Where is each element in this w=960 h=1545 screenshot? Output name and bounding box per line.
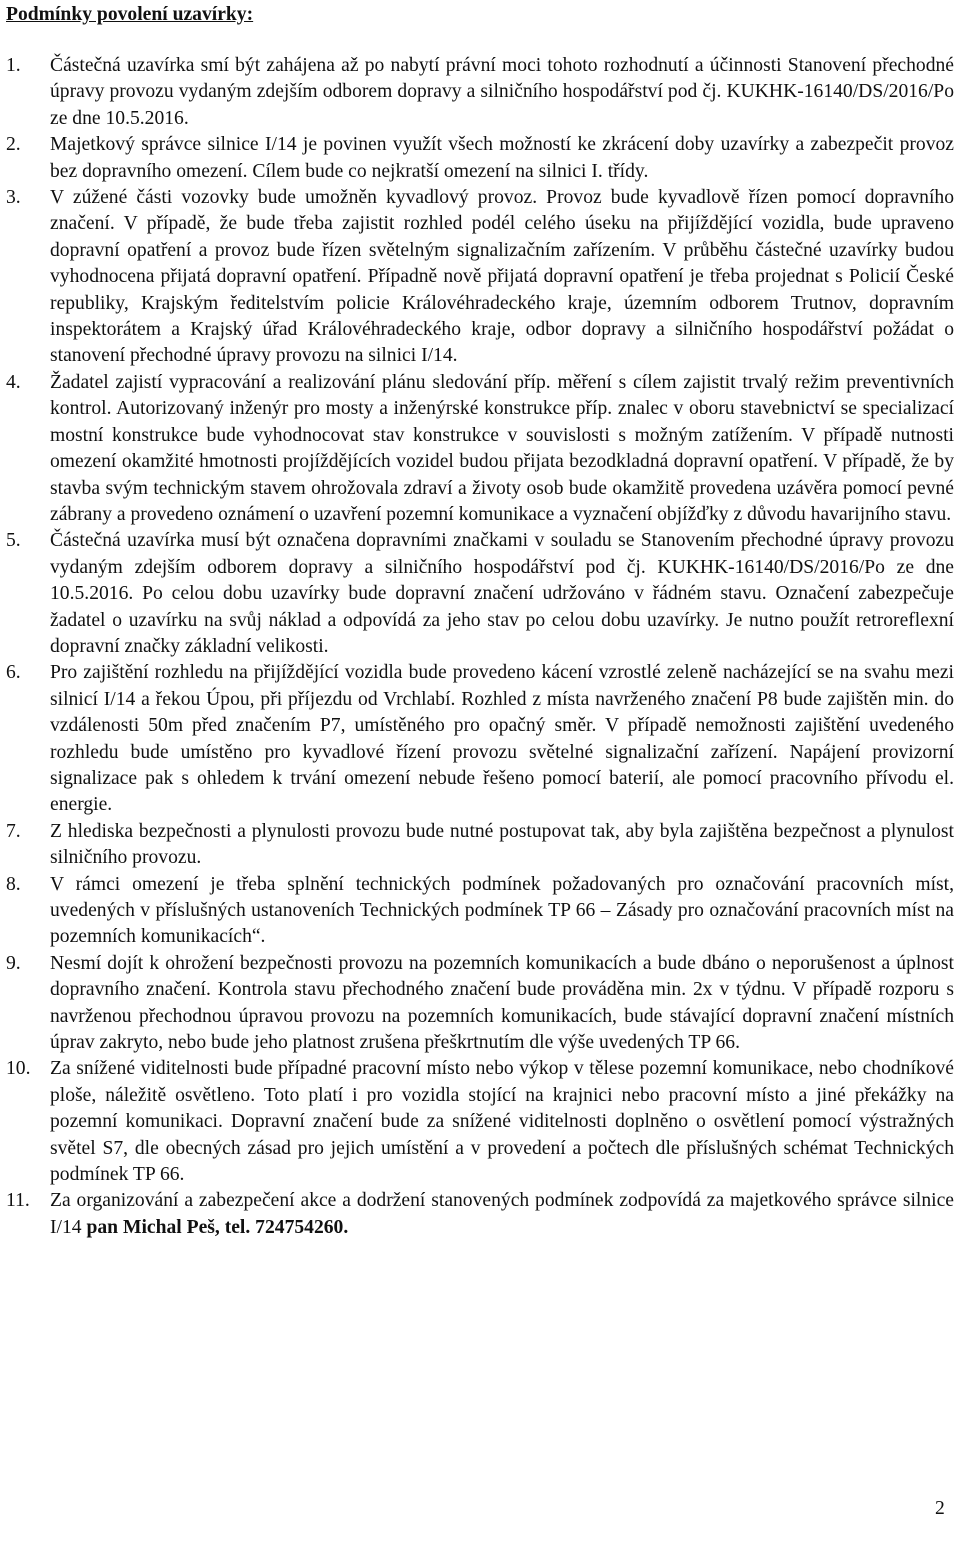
condition-number: 3.	[6, 187, 21, 209]
condition-text: Majetkový správce silnice I/14 je povinen využít všech možností ke zkrácení doby uzavírky a zabezpečit provoz bez dopravního omezení. Cílem bude co nejkratší omezení na silnici I. třídy.	[50, 134, 954, 182]
section-heading: Podmínky povolení uzavírky:	[6, 4, 254, 25]
condition-number: 1.	[6, 55, 21, 76]
condition-number: 5.	[6, 530, 21, 552]
condition-item-10	[6, 1056, 954, 1188]
condition-text: V zúžené části vozovky bude umožněn kyvadlový provoz. Provoz bude kyvadlově řízen pomocí dopravního značení. V případě, že bude třeba zajistit rozhled podél celého úseku na přijíždějící vozidla, bude upraveno dopravní opatření a provoz bude řízen světelným signalizačním zařízením. V průběhu částečné uzavírky budou vyhodnocena přijatá dopravní opatření. Případně nově přijatá dopravní opatření je třeba projednat s Policií České republiky, Krajským ředitelstvím policie Královéhradeckého kraje, územním odborem Trutnov, dopravním inspektorátem a Krajský úřad Královéhradeckého kraje, odbor dopravy a silničního hospodářství požádat o stanovení přechodné úpravy provozu na silnici I/14.	[50, 187, 954, 367]
condition-text: Částečná uzavírka musí být označena dopravními značkami v souladu se Stanovením přechodné úpravy provozu vydaným zdejším odborem dopravy a silničního hospodářství pod čj. KUKHK-16140/DS/2016/Po ze dne 10.5.2016. Po celou dobu uzavírky bude dopravní značení udržováno v řádném stavu. Označení zabezpečuje žadatel o uzavírku na svůj náklad a odpovídá za jeho stav po celou dobu uzavírky. Je nutno použít retroreflexní dopravní značky základní velikosti.	[50, 530, 954, 657]
condition-number: 11.	[6, 1190, 30, 1212]
document-page	[6, 0, 954, 1241]
condition-number: 8.	[6, 873, 21, 895]
condition-text: Za snížené viditelnosti bude případné pracovní místo nebo výkop v tělese pozemní komunikace, nebo chodníkové ploše, náležitě osvětleno. Toto platí i pro vozidla stojící na krajnici nebo pracovní místo a jiné překážky na pozemní komunikaci. Dopravní značení bude za snížené viditelnosti doplněno o osvětlení pomocí výstražných světel S7, dle obecných zásad pro jejich umístění a v provedení a počtech dle příslušných schémat Technických podmínek TP 66.	[50, 1058, 954, 1186]
condition-text-plain: Za organizování a zabezpečení akce a dodržení stanovených podmínek zodpovídá za majetkového správce silnice I/14	[50, 1190, 954, 1238]
condition-text: V rámci omezení je třeba splnění technických podmínek požadovaných pro označování pracovních míst, uvedených v příslušných ustanoveních Technických podmínek TP 66 – Zásady pro označování pracovních míst na pozemních komunikacích“.	[50, 873, 954, 948]
condition-item-6	[6, 660, 954, 818]
condition-text: Částečná uzavírka smí být zahájena až po nabytí právní moci tohoto rozhodnutí a účinnosti Stanovení přechodné úpravy provozu vydaným zdejším odborem dopravy a silničního hospodářství pod čj. KUKHK-16140/DS/2016/Po ze dne 10.5.2016.	[50, 55, 954, 129]
condition-item-8	[6, 872, 954, 951]
condition-number: 2.	[6, 134, 21, 156]
condition-text: Nesmí dojít k ohrožení bezpečnosti provozu na pozemních komunikacích a bude dbáno o neporušenost a úplnost dopravního značení. Kontrola stavu přechodného značení bude prováděna min. 2x v týdnu. V případě rozporu s navrženou přechodnou úpravou provozu na pozemních komunikacích, bude stávající dopravní značení místních úprav zakryto, nebo bude jeho platnost zrušena přeškrtnutím dle výše uvedených TP 66.	[50, 952, 954, 1054]
condition-item-4	[6, 370, 954, 528]
conditions-list	[6, 53, 954, 1241]
condition-number: 9.	[6, 952, 21, 974]
condition-item-2	[6, 132, 954, 185]
page-number: 2	[935, 1498, 945, 1519]
condition-number: 10.	[6, 1058, 31, 1080]
condition-text: Žadatel zajistí vypracování a realizování plánu sledování příp. měření s cílem zajistit trvalý režim preventivních kontrol. Autorizovaný inženýr pro mosty a inženýrské konstrukce příp. znalec v oboru stavebnictví se specializací mostní konstrukce bude vyhodnocovat stav konstrukce v souvislosti s možným zatížením. V případě nutnosti omezení okamžité hmotnosti projíždějících vozidel budou přijata bezodkladná dopravní opatření. V případě, že by stavba svým technickým stavem ohrožovala zdraví a životy osob bude okamžitě provedena uzávěra pomocí pevné zábrany a provedeno oznámení o uzavření pozemní komunikace a vyznačení objížďky z důvodu havarijního stavu.	[50, 371, 954, 525]
condition-number: 6.	[6, 662, 21, 684]
condition-item-11	[6, 1188, 954, 1241]
condition-item-3	[6, 185, 954, 370]
condition-item-9	[6, 951, 954, 1057]
condition-text: Z hlediska bezpečnosti a plynulosti provozu bude nutné postupovat tak, aby byla zajištěna bezpečnost a plynulost silničního provozu.	[50, 820, 954, 869]
condition-text: Pro zajištění rozhledu na přijíždějící vozidla bude provedeno kácení vzrostlé zeleně nacházející se na svahu mezi silnicí I/14 a řekou Úpou, při příjezdu od Vrchlabí. Rozhled z místa navrženého značení P8 bude zajištěn min. do vzdálenosti 50m před značením P7, umístěného pro opačný směr. V případě nemožnosti zajištění uvedeného rozhledu bude umístěno pro kyvadlové řízení provozu světelné signalizační zařízení. Napájení provizorní signalizace pak s ohledem k trvání omezení nebude řešeno pomocí baterií, ale pomocí pracovního přívodu el. energie.	[50, 662, 954, 816]
condition-item-7	[6, 819, 954, 872]
condition-item-1	[6, 53, 954, 132]
condition-number: 7.	[6, 820, 21, 842]
condition-text	[50, 1188, 954, 1241]
condition-item-5	[6, 528, 954, 660]
contact-person: pan Michal Peš, tel. 724754260.	[86, 1216, 349, 1238]
condition-number: 4.	[6, 371, 21, 393]
